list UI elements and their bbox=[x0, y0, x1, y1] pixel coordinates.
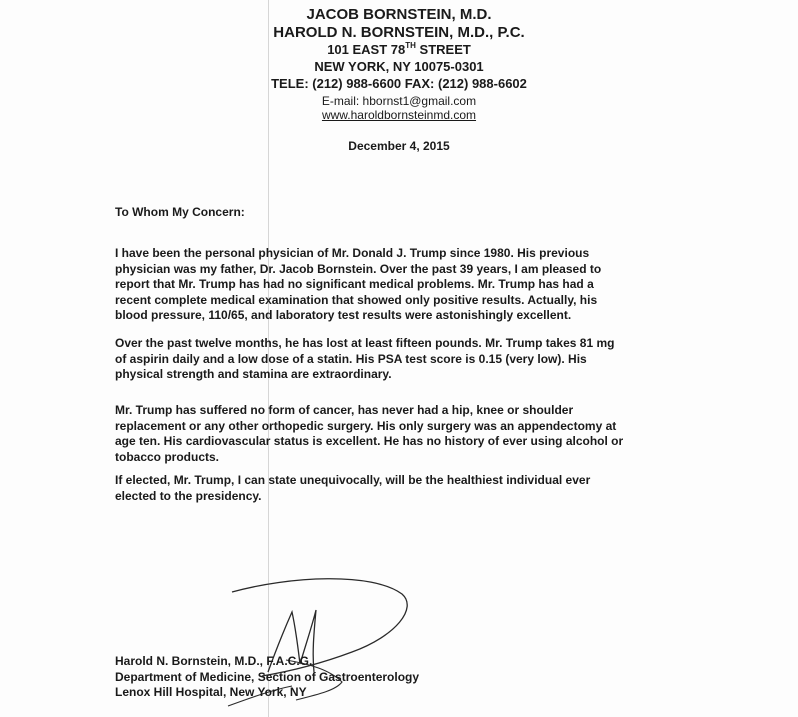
letterhead-name-jacob: JACOB BORNSTEIN, M.D. bbox=[306, 6, 492, 23]
street-suffix-ordinal: TH bbox=[405, 41, 416, 50]
letterhead-name-harold: HAROLD N. BORNSTEIN, M.D., P.C. bbox=[273, 24, 525, 41]
paragraph-4: If elected, Mr. Trump, I can state unequivocally, will be the healthiest individual ever elected to the presidency. bbox=[115, 473, 591, 503]
letterhead-city: NEW YORK, NY 10075-0301 bbox=[314, 59, 484, 74]
paragraph-3: Mr. Trump has suffered no form of cancer, has never had a hip, knee or shoulder replacement or any other orthopedic surgery. His only surgery was an appendectomy at age ten. His cardiovascular status is excellent. He has no history of ever using alcohol or tobacco products. bbox=[115, 403, 624, 464]
letterhead-street bbox=[0, 42, 798, 57]
salutation: To Whom My Concern: bbox=[115, 205, 245, 219]
signer-name: Harold N. Bornstein, M.D., F.A.C.G. bbox=[115, 654, 313, 668]
street-suffix: STREET bbox=[415, 42, 471, 57]
letterhead-email: E-mail: hbornst1@gmail.com bbox=[321, 94, 477, 108]
paragraph-1: I have been the personal physician of Mr. Donald J. Trump since 1980. His previous physician was my father, Dr. Jacob Bornstein. Over the past 39 years, I am pleased to report that Mr. Trump has had no significant medical problems. Mr. Trump has had a recent complete medical examination that showed only positive results. Actually, his blood pressure, 110/65, and laboratory test results were astonishingly excellent. bbox=[115, 246, 602, 322]
letterhead-website-link[interactable]: www.haroldbornsteinmd.com bbox=[321, 108, 477, 122]
letter-date: December 4, 2015 bbox=[348, 139, 450, 153]
paragraph-2: Over the past twelve months, he has lost at least fifteen pounds. Mr. Trump takes 81 mg of aspirin daily and a low dose of a statin. His PSA test score is 0.15 (very low). His physical strength and stamina are extraordinary. bbox=[115, 336, 615, 381]
signer-hospital: Lenox Hill Hospital, New York, NY bbox=[115, 685, 307, 699]
street-prefix: 101 EAST 78 bbox=[327, 42, 406, 57]
letterhead-phone-fax: TELE: (212) 988-6600 FAX: (212) 988-6602 bbox=[271, 76, 527, 91]
signer-department: Department of Medicine, Section of Gastroenterology bbox=[115, 670, 420, 684]
